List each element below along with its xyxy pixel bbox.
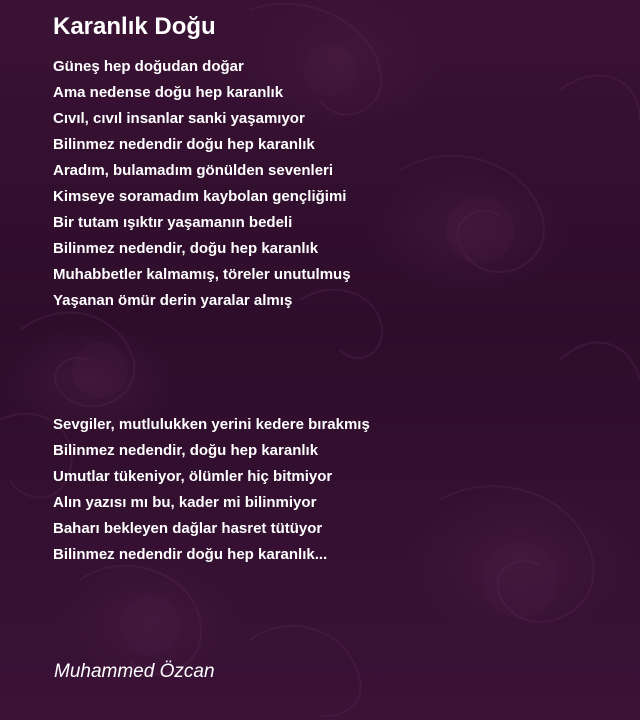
poem-stanza-2 bbox=[53, 412, 370, 568]
poem-line: Güneş hep doğudan doğar bbox=[53, 58, 244, 75]
poem-line: Bilinmez nedendir doğu hep karanlık... bbox=[53, 546, 328, 563]
poem-line: Kimseye soramadım kaybolan gençliğimi bbox=[53, 188, 347, 205]
author-name: Muhammed Özcan bbox=[54, 661, 215, 682]
poem-line: Umutlar tükeniyor, ölümler hiç bitmiyor bbox=[53, 468, 333, 485]
poem-line: Alın yazısı mı bu, kader mi bilinmiyor bbox=[53, 494, 317, 511]
poem-line: Sevgiler, mutlulukken yerini kedere bırakmış bbox=[53, 416, 370, 433]
poem-line: Muhabbetler kalmamış, töreler unutulmuş bbox=[53, 266, 351, 283]
poem-line: Cıvıl, cıvıl insanlar sanki yaşamıyor bbox=[53, 110, 305, 127]
poem-line: Ama nedense doğu hep karanlık bbox=[53, 84, 284, 101]
poem-line: Yaşanan ömür derin yaralar almış bbox=[53, 292, 293, 309]
poem-line: Bilinmez nedendir doğu hep karanlık bbox=[53, 136, 315, 153]
poem-line: Bilinmez nedendir, doğu hep karanlık bbox=[53, 442, 319, 459]
poem-line: Bir tutam ışıktır yaşamanın bedeli bbox=[53, 214, 293, 231]
poem-title: Karanlık Doğu bbox=[53, 13, 216, 40]
poem-line: Baharı bekleyen dağlar hasret tütüyor bbox=[53, 520, 323, 537]
poem-stanza-1 bbox=[53, 54, 351, 314]
poem-line: Aradım, bulamadım gönülden sevenleri bbox=[53, 162, 334, 179]
poem-line: Bilinmez nedendir, doğu hep karanlık bbox=[53, 240, 319, 257]
